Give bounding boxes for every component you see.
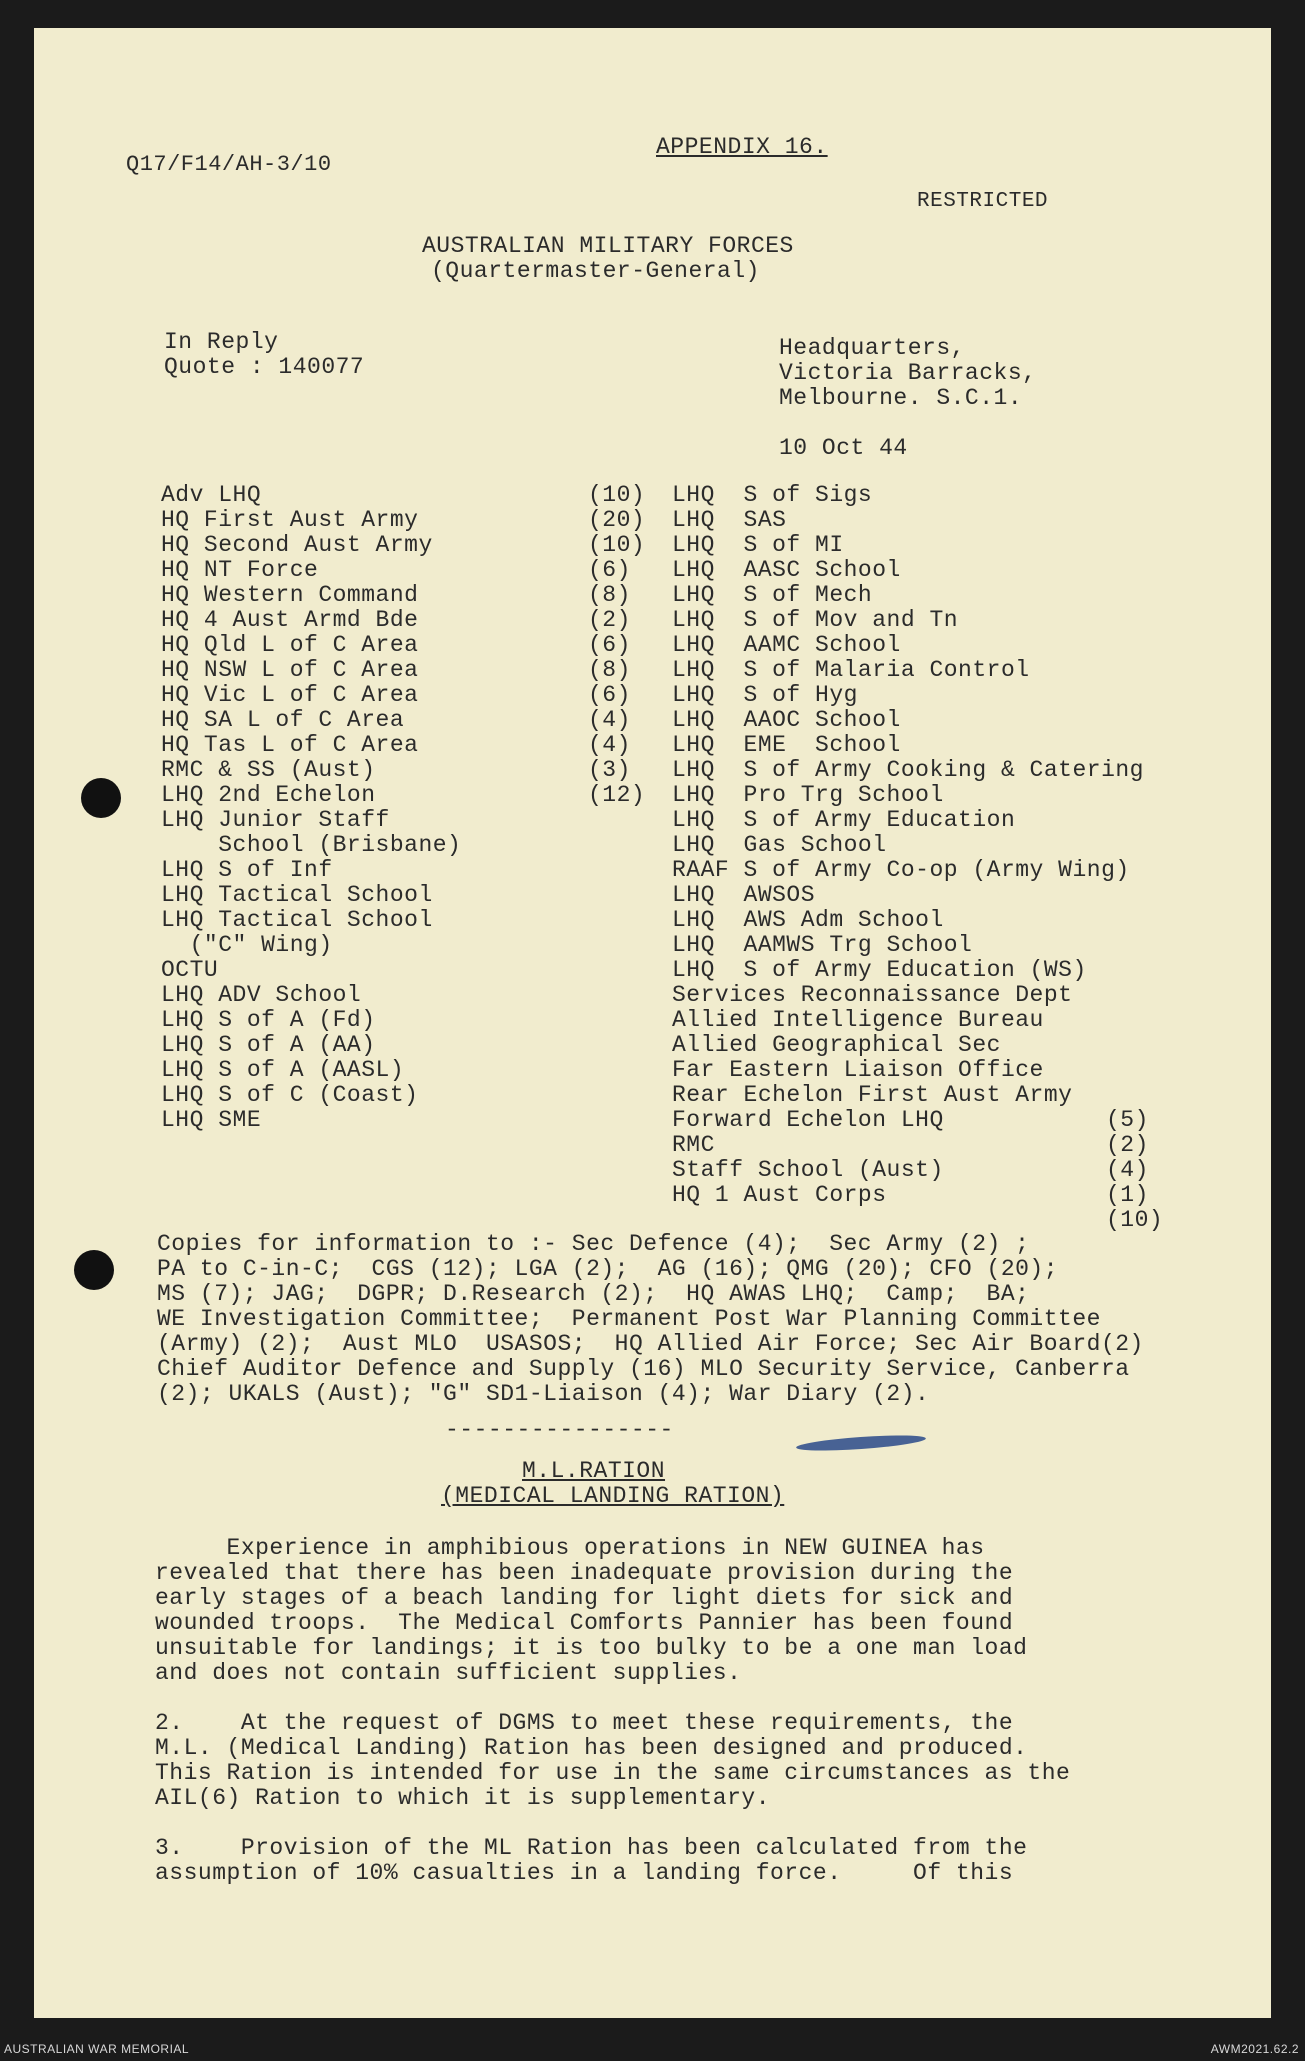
footer-accession: AWM2021.62.2 [1210,2042,1299,2056]
text-line: early stages of a beach landing for light diets for sick and [155,1585,1014,1611]
text-line: revealed that there has been inadequate provision during the [155,1560,1014,1586]
text-line: Copies for information to :- Sec Defence (4); Sec Army (2) ; [157,1231,1030,1257]
list-item: LHQ SME [161,1107,262,1133]
copies-for-information [157,1232,1217,1407]
file-reference: Q17/F14/AH-3/10 [126,152,332,177]
footer-source: AUSTRALIAN WAR MEMORIAL [4,2042,190,2056]
list-item: HQ Second Aust Army [161,532,433,558]
list-item: LHQ AWS Adm School [672,907,944,933]
copy-count: (12) [588,782,646,808]
text-line: MS (7); JAG; DGPR; D.Research (2); HQ AWAS LHQ; Camp; BA; [157,1281,1030,1307]
paragraph-1 [155,1536,1215,1686]
list-item: LHQ S of C (Coast) [161,1082,419,1108]
list-item: HQ Vic L of C Area [161,682,419,708]
list-item: Forward Echelon LHQ [672,1107,944,1133]
text-line: 2. At the request of DGMS to meet these requirements, the [155,1710,1014,1736]
document-date: 10 Oct 44 [779,435,908,461]
section-title: M.L.RATION [522,1458,666,1484]
list-item: HQ Qld L of C Area [161,632,419,658]
address-line: Melbourne. S.C.1. [779,385,1023,411]
list-item: HQ Western Command [161,582,419,608]
text-line: assumption of 10% casualties in a landing force. Of this [155,1860,1014,1886]
list-item: LHQ Tactical School [161,907,433,933]
copy-count: (10) [588,532,646,558]
text-line: (Army) (2); Aust MLO USASOS; HQ Allied Air Force; Sec Air Board(2) [157,1331,1144,1357]
text-line: WE Investigation Committee; Permanent Post War Planning Committee [157,1306,1101,1332]
copy-count: (4) [588,732,631,758]
separator-line: ---------------- [445,1417,674,1443]
list-item: LHQ SAS [672,507,787,533]
pen-underline-mark [796,1432,927,1453]
list-item: LHQ S of Hyg [672,682,858,708]
list-item: LHQ Gas School [672,832,887,858]
paragraph-3 [155,1836,1215,1886]
list-item: LHQ Tactical School [161,882,433,908]
reply-quote: Quote : 140077 [164,354,365,380]
appendix-label: APPENDIX 16. [656,134,828,160]
list-item: Allied Intelligence Bureau [672,1007,1044,1033]
text-line: PA to C-in-C; CGS (12); LGA (2); AG (16); QMG (20); CFO (20); [157,1256,1059,1282]
copy-count: (2) [1106,1132,1149,1158]
copy-count: (8) [588,657,631,683]
distribution-right-counts [1106,1108,1163,1233]
punch-hole [74,1250,114,1290]
list-item: LHQ S of A (Fd) [161,1007,376,1033]
text-line: (2); UKALS (Aust); "G" SD1-Liaison (4); War Diary (2). [157,1381,930,1407]
list-item: RAAF S of Army Co-op (Army Wing) [672,857,1130,883]
list-item: RMC & SS (Aust) [161,757,376,783]
copy-count: (1) [1106,1182,1149,1208]
copy-count: (6) [588,632,631,658]
copy-count: (6) [588,682,631,708]
list-item: LHQ 2nd Echelon [161,782,376,808]
document-page [34,28,1271,2018]
classification: RESTRICTED [917,190,1049,213]
copy-count: (5) [1106,1107,1149,1133]
list-item: LHQ ADV School [161,982,362,1008]
copy-count: (4) [588,707,631,733]
copy-count: (4) [1106,1157,1149,1183]
list-item: LHQ S of Mov and Tn [672,607,959,633]
copy-count: (8) [588,582,631,608]
text-line: unsuitable for landings; it is too bulky to be a one man load [155,1635,1028,1661]
list-item: LHQ AAOC School [672,707,901,733]
list-item: LHQ AASC School [672,557,901,583]
copy-count: (6) [588,557,631,583]
copy-count: (3) [588,757,631,783]
text-line: and does not contain sufficient supplies. [155,1660,742,1686]
org-title: AUSTRALIAN MILITARY FORCES [422,233,794,259]
list-item: LHQ S of Army Education (WS) [672,957,1087,983]
copy-count: (10) [1106,1207,1164,1233]
list-item: Far Eastern Liaison Office [672,1057,1044,1083]
list-item: Allied Geographical Sec [672,1032,1001,1058]
reply-label: In Reply [164,329,279,355]
distribution-right-list [672,483,1144,1208]
text-line: M.L. (Medical Landing) Ration has been designed and produced. [155,1735,1028,1761]
text-line: Experience in amphibious operations in NEW GUINEA has [155,1535,985,1561]
list-item: LHQ EME School [672,732,901,758]
list-item: HQ 1 Aust Corps [672,1182,887,1208]
list-item: LHQ S of Army Cooking & Catering [672,757,1144,783]
address-line: Victoria Barracks, [779,360,1037,386]
text-line: Chief Auditor Defence and Supply (16) MLO Security Service, Canberra [157,1356,1130,1382]
list-item: HQ NT Force [161,557,319,583]
list-item: School (Brisbane) [161,832,462,858]
text-line: This Ration is intended for use in the same circumstances as the [155,1760,1071,1786]
copy-count: (2) [588,607,631,633]
punch-hole [81,778,121,818]
paragraph-2 [155,1711,1215,1811]
list-item: LHQ Pro Trg School [672,782,944,808]
list-item: LHQ S of Sigs [672,482,873,508]
list-item: LHQ S of Army Education [672,807,1016,833]
list-item: LHQ AAMWS Trg School [672,932,973,958]
list-item: HQ NSW L of C Area [161,657,419,683]
list-item: Rear Echelon First Aust Army [672,1082,1073,1108]
list-item: LHQ S of Malaria Control [672,657,1030,683]
list-item: Adv LHQ [161,482,262,508]
list-item: HQ SA L of C Area [161,707,405,733]
list-item: OCTU [161,957,219,983]
list-item: LHQ S of Mech [672,582,873,608]
distribution-left-counts [588,483,645,808]
address-line: Headquarters, [779,335,965,361]
text-line: wounded troops. The Medical Comforts Pannier has been found [155,1610,1014,1636]
copy-count: (10) [588,482,646,508]
list-item: RMC [672,1132,715,1158]
text-line: 3. Provision of the ML Ration has been calculated from the [155,1835,1028,1861]
list-item: LHQ Junior Staff [161,807,390,833]
copy-count: (20) [588,507,646,533]
list-item: Services Reconnaissance Dept [672,982,1073,1008]
section-subtitle: (MEDICAL LANDING RATION) [441,1483,785,1509]
list-item: LHQ S of MI [672,532,844,558]
list-item: LHQ AAMC School [672,632,901,658]
list-item: LHQ S of A (AA) [161,1032,376,1058]
list-item: ("C" Wing) [161,932,333,958]
org-subtitle: (Quartermaster-General) [431,258,760,284]
text-line: AIL(6) Ration to which it is supplementary. [155,1785,770,1811]
list-item: LHQ AWSOS [672,882,816,908]
list-item: Staff School (Aust) [672,1157,944,1183]
list-item: LHQ S of A (AASL) [161,1057,405,1083]
distribution-left-list [161,483,461,1133]
list-item: HQ First Aust Army [161,507,419,533]
list-item: LHQ S of Inf [161,857,333,883]
list-item: HQ Tas L of C Area [161,732,419,758]
list-item: HQ 4 Aust Armd Bde [161,607,419,633]
